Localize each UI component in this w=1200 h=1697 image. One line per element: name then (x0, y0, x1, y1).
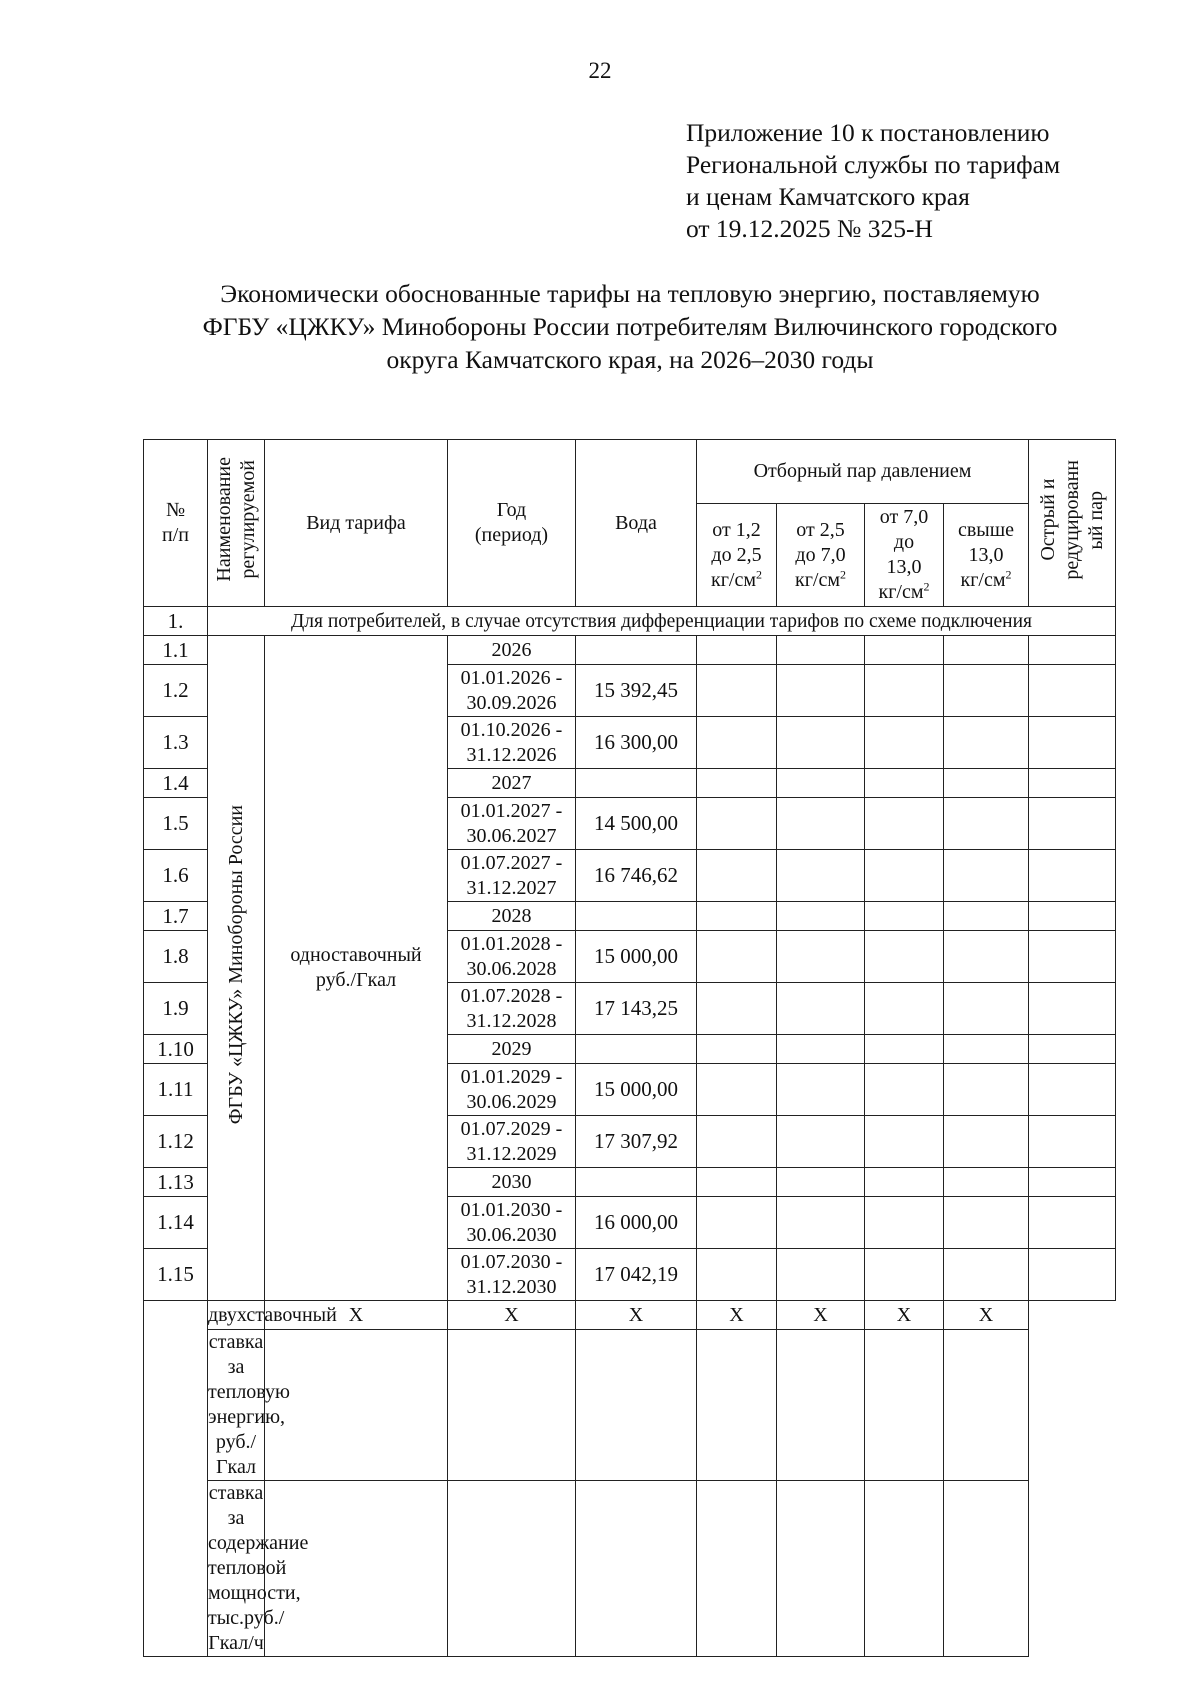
empty-cell (865, 1168, 944, 1197)
steam-col-line: до 2,5 (711, 543, 762, 566)
row-number: 1.12 (144, 1116, 208, 1168)
empty-cell (777, 1168, 865, 1197)
section-number: 1. (144, 607, 208, 636)
empty-cell (865, 636, 944, 665)
empty-cell (777, 1116, 865, 1168)
empty-cell (777, 902, 865, 931)
empty-cell (697, 665, 777, 717)
unit-exponent: 2 (756, 566, 762, 581)
empty-cell (1029, 850, 1116, 902)
header-sharp-line: редуцированн (1061, 459, 1083, 580)
title-line: Экономически обоснованные тарифы на тепловую энергию, поставляемую (220, 279, 1040, 308)
empty-cell (1029, 769, 1116, 798)
empty-cell (697, 636, 777, 665)
period-line: 2030 (491, 1170, 532, 1193)
empty-cell (777, 1197, 865, 1249)
empty-cell (1029, 1249, 1116, 1301)
empty-cell (777, 798, 865, 850)
x-mark: Х (697, 1301, 777, 1330)
empty-cell (944, 1330, 1029, 1481)
steam-col-line: свыше (957, 518, 1015, 541)
heat-rate-line: энергию, (208, 1406, 286, 1428)
empty-cell (1029, 636, 1116, 665)
x-mark: Х (865, 1301, 944, 1330)
empty-cell (697, 1064, 777, 1116)
row-number: 1.7 (144, 902, 208, 931)
empty-cell (944, 798, 1029, 850)
period-line: 01.07.2030 - (460, 1250, 563, 1273)
empty-cell (1029, 1116, 1116, 1168)
empty-cell (865, 717, 944, 769)
empty-cell (865, 1481, 944, 1657)
empty-cell (1029, 1035, 1116, 1064)
row-number: 1.8 (144, 931, 208, 983)
empty-cell (944, 1197, 1029, 1249)
water-tariff (576, 636, 697, 665)
empty-cell (944, 931, 1029, 983)
row-number: 1.9 (144, 983, 208, 1035)
period-line: 31.12.2026 (466, 743, 557, 766)
x-mark: Х (777, 1301, 865, 1330)
x-mark: Х (576, 1301, 697, 1330)
empty-cell (144, 1301, 208, 1657)
empty-cell (697, 1197, 777, 1249)
empty-cell (697, 798, 777, 850)
header-number-line: п/п (162, 524, 189, 546)
empty-cell (944, 636, 1029, 665)
period-line: 31.12.2027 (466, 876, 557, 899)
empty-cell (697, 850, 777, 902)
steam-col-line: кг/см (878, 581, 924, 603)
empty-cell (777, 850, 865, 902)
row-number: 1.4 (144, 769, 208, 798)
header-steam-col (697, 504, 777, 607)
steam-col-line: 13,0 (886, 556, 922, 578)
empty-cell (697, 1168, 777, 1197)
period-cell (448, 850, 576, 902)
empty-cell (865, 1197, 944, 1249)
period-line: 30.06.2029 (466, 1090, 557, 1113)
period-cell (448, 1197, 576, 1249)
empty-cell (697, 1481, 777, 1657)
period-line: 01.01.2028 - (460, 932, 563, 955)
x-mark: Х (265, 1301, 448, 1330)
period-line: 30.06.2030 (466, 1223, 557, 1246)
empty-cell (777, 931, 865, 983)
header-steam-col (944, 504, 1029, 607)
appendix-line: от 19.12.2025 № 325-Н (686, 214, 933, 243)
empty-cell (944, 1064, 1029, 1116)
empty-cell (865, 850, 944, 902)
empty-cell (777, 983, 865, 1035)
period-cell (448, 798, 576, 850)
steam-col-line: до 7,0 (795, 543, 846, 566)
water-tariff: 17 307,92 (576, 1116, 697, 1168)
empty-cell (865, 769, 944, 798)
heat-rate-line: тепловую (208, 1381, 291, 1403)
row-number: 1.3 (144, 717, 208, 769)
section-title: Для потребителей, в случае отсутствия дифференциации тарифов по схеме подключения (208, 607, 1116, 636)
empty-cell (944, 717, 1029, 769)
row-number: 1.2 (144, 665, 208, 717)
water-tariff: 17 143,25 (576, 983, 697, 1035)
period-cell (448, 717, 576, 769)
empty-cell (865, 1116, 944, 1168)
empty-cell (944, 1116, 1029, 1168)
empty-cell (944, 1168, 1029, 1197)
empty-cell (777, 665, 865, 717)
empty-cell (697, 1249, 777, 1301)
heat-rate-label (208, 1330, 291, 1481)
empty-cell (944, 1481, 1029, 1657)
empty-cell (777, 1249, 865, 1301)
period-line: 30.06.2027 (466, 824, 557, 847)
header-steam-col (777, 504, 865, 607)
heat-rate-line: ставка за (208, 1331, 264, 1378)
header-org-line: регулируемой (237, 460, 259, 579)
empty-cell (697, 717, 777, 769)
empty-cell (1029, 902, 1116, 931)
empty-cell (777, 769, 865, 798)
empty-cell (777, 1035, 865, 1064)
empty-cell (697, 931, 777, 983)
empty-cell (777, 1481, 865, 1657)
row-number: 1.15 (144, 1249, 208, 1301)
period-line: 30.09.2026 (466, 691, 557, 714)
period-line: 01.01.2027 - (460, 799, 563, 822)
period-line: 01.01.2030 - (460, 1198, 563, 1221)
header-number (144, 440, 208, 607)
empty-cell (697, 769, 777, 798)
period-line: 31.12.2030 (466, 1275, 557, 1298)
empty-cell (448, 1330, 576, 1481)
header-steam-col (865, 504, 944, 607)
empty-cell (865, 798, 944, 850)
empty-cell (576, 1330, 697, 1481)
period-line: 01.07.2029 - (460, 1117, 563, 1140)
two-rate-label: двухставочный (208, 1301, 265, 1330)
capacity-rate-line: тыс.руб./Гкал/ч (208, 1607, 285, 1654)
period-cell (448, 983, 576, 1035)
empty-cell (1029, 1197, 1116, 1249)
steam-col-line: кг/см (794, 568, 840, 591)
empty-cell (944, 1035, 1029, 1064)
empty-cell (697, 1116, 777, 1168)
row-number: 1.10 (144, 1035, 208, 1064)
empty-cell (1029, 983, 1116, 1035)
title-line: ФГБУ «ЦЖКУ» Минобороны России потребителям Вилючинского городского (202, 312, 1058, 341)
empty-cell (1029, 1168, 1116, 1197)
steam-col-line: от 1,2 (712, 518, 761, 541)
appendix-line: и ценам Камчатского края (686, 182, 970, 211)
page-number: 22 (588, 58, 612, 83)
header-year (448, 440, 576, 607)
empty-cell (944, 1249, 1029, 1301)
organization-name: ФГБУ «ЦЖКУ» Минобороны России (225, 804, 247, 1125)
period-line: 01.07.2028 - (460, 984, 563, 1007)
empty-cell (777, 1330, 865, 1481)
header-number-line: № (165, 499, 186, 521)
empty-cell (777, 636, 865, 665)
row-number: 1.5 (144, 798, 208, 850)
x-mark: Х (944, 1301, 1029, 1330)
steam-col-line: кг/см (710, 568, 756, 591)
water-tariff (576, 1168, 697, 1197)
water-tariff: 15 000,00 (576, 1064, 697, 1116)
period-line: 30.06.2028 (466, 957, 557, 980)
empty-cell (1029, 798, 1116, 850)
water-tariff: 15 392,45 (576, 665, 697, 717)
capacity-rate-line: ставка за (208, 1482, 264, 1529)
period-cell (448, 1035, 576, 1064)
empty-cell (697, 1035, 777, 1064)
empty-cell (865, 902, 944, 931)
period-cell (448, 1116, 576, 1168)
unit-exponent: 2 (923, 579, 930, 594)
header-water: Вода (576, 440, 697, 607)
header-sharp-steam (1029, 440, 1116, 607)
empty-cell (777, 1064, 865, 1116)
steam-col-line: кг/см (960, 568, 1006, 591)
empty-cell (265, 1481, 448, 1657)
empty-cell (944, 850, 1029, 902)
x-mark: Х (448, 1301, 576, 1330)
header-year-line: Год (496, 499, 527, 521)
steam-col-line: от 7,0 (879, 506, 929, 528)
header-organization (208, 440, 265, 607)
period-line: 2026 (491, 638, 532, 661)
appendix-line: Региональной службы по тарифам (686, 150, 1061, 179)
empty-cell (1029, 717, 1116, 769)
empty-cell (865, 983, 944, 1035)
row-number: 1.1 (144, 636, 208, 665)
period-cell (448, 636, 576, 665)
steam-col-line: от 2,5 (796, 518, 845, 541)
single-rate-cell (265, 636, 448, 1301)
capacity-rate-line: тепловой (208, 1557, 287, 1579)
period-line: 01.07.2027 - (460, 851, 563, 874)
period-line: 01.01.2029 - (460, 1065, 563, 1088)
steam-col-unit (777, 568, 864, 593)
empty-cell (944, 769, 1029, 798)
header-year-line: (период) (474, 524, 549, 546)
header-sharp-text (1036, 460, 1108, 580)
empty-cell (944, 902, 1029, 931)
header-organization-text (212, 457, 260, 582)
tariff-table (143, 439, 1116, 1657)
title-line: округа Камчатского края, на 2026–2030 годы (386, 345, 874, 374)
empty-cell (448, 1481, 576, 1657)
period-line: 31.12.2029 (466, 1142, 557, 1165)
empty-cell (265, 1330, 448, 1481)
capacity-rate-line: содержание (208, 1532, 309, 1554)
period-cell (448, 1168, 576, 1197)
capacity-rate-line: мощности, (208, 1582, 301, 1604)
empty-cell (865, 1330, 944, 1481)
capacity-rate-label (208, 1481, 309, 1657)
document-title (100, 277, 1160, 376)
water-tariff (576, 1035, 697, 1064)
appendix-line: Приложение 10 к постановлению (686, 118, 1050, 147)
header-org-line: Наименование (213, 457, 235, 582)
organization-cell (208, 636, 265, 1301)
period-line: 2029 (491, 1037, 532, 1060)
empty-cell (1029, 1064, 1116, 1116)
heat-rate-line: руб./Гкал (215, 1431, 257, 1478)
period-cell (448, 769, 576, 798)
header-tariff-type: Вид тарифа (265, 440, 448, 607)
empty-cell (777, 717, 865, 769)
empty-cell (576, 1481, 697, 1657)
empty-cell (697, 1330, 777, 1481)
row-number: 1.13 (144, 1168, 208, 1197)
water-tariff (576, 769, 697, 798)
period-cell (448, 1064, 576, 1116)
period-cell (448, 1249, 576, 1301)
unit-exponent: 2 (1005, 566, 1012, 581)
water-tariff: 17 042,19 (576, 1249, 697, 1301)
water-tariff (576, 902, 697, 931)
period-line: 31.12.2028 (466, 1009, 557, 1032)
steam-col-unit (944, 568, 1028, 593)
empty-cell (865, 1035, 944, 1064)
empty-cell (944, 983, 1029, 1035)
period-cell (448, 665, 576, 717)
empty-cell (865, 1064, 944, 1116)
table-row (144, 636, 1116, 665)
empty-cell (1029, 665, 1116, 717)
period-cell (448, 902, 576, 931)
steam-col-unit (865, 580, 943, 605)
header-steam-group: Отборный пар давлением (697, 440, 1029, 504)
header-sharp-line: Острый и (1037, 478, 1059, 561)
water-tariff: 15 000,00 (576, 931, 697, 983)
empty-cell (944, 665, 1029, 717)
row-number: 1.14 (144, 1197, 208, 1249)
header-sharp-line: ый пар (1085, 490, 1107, 549)
water-tariff: 16 300,00 (576, 717, 697, 769)
water-tariff: 14 500,00 (576, 798, 697, 850)
row-number: 1.11 (144, 1064, 208, 1116)
water-tariff: 16 746,62 (576, 850, 697, 902)
period-line: 2028 (491, 904, 532, 927)
empty-cell (865, 1249, 944, 1301)
empty-cell (1029, 931, 1116, 983)
period-line: 2027 (491, 771, 532, 794)
unit-exponent: 2 (840, 566, 846, 581)
empty-cell (865, 931, 944, 983)
period-line: 01.10.2026 - (460, 718, 563, 741)
empty-cell (697, 983, 777, 1035)
period-cell (448, 931, 576, 983)
period-line: 01.01.2026 - (460, 666, 563, 689)
steam-col-line: 13,0 (968, 543, 1004, 566)
steam-col-unit (697, 568, 776, 593)
empty-cell (865, 665, 944, 717)
empty-cell (697, 902, 777, 931)
row-number: 1.6 (144, 850, 208, 902)
water-tariff: 16 000,00 (576, 1197, 697, 1249)
single-rate-line: руб./Гкал (315, 969, 397, 991)
steam-col-line: до (893, 531, 915, 553)
single-rate-line: одноставочный (290, 944, 422, 966)
appendix-note (686, 117, 1060, 245)
